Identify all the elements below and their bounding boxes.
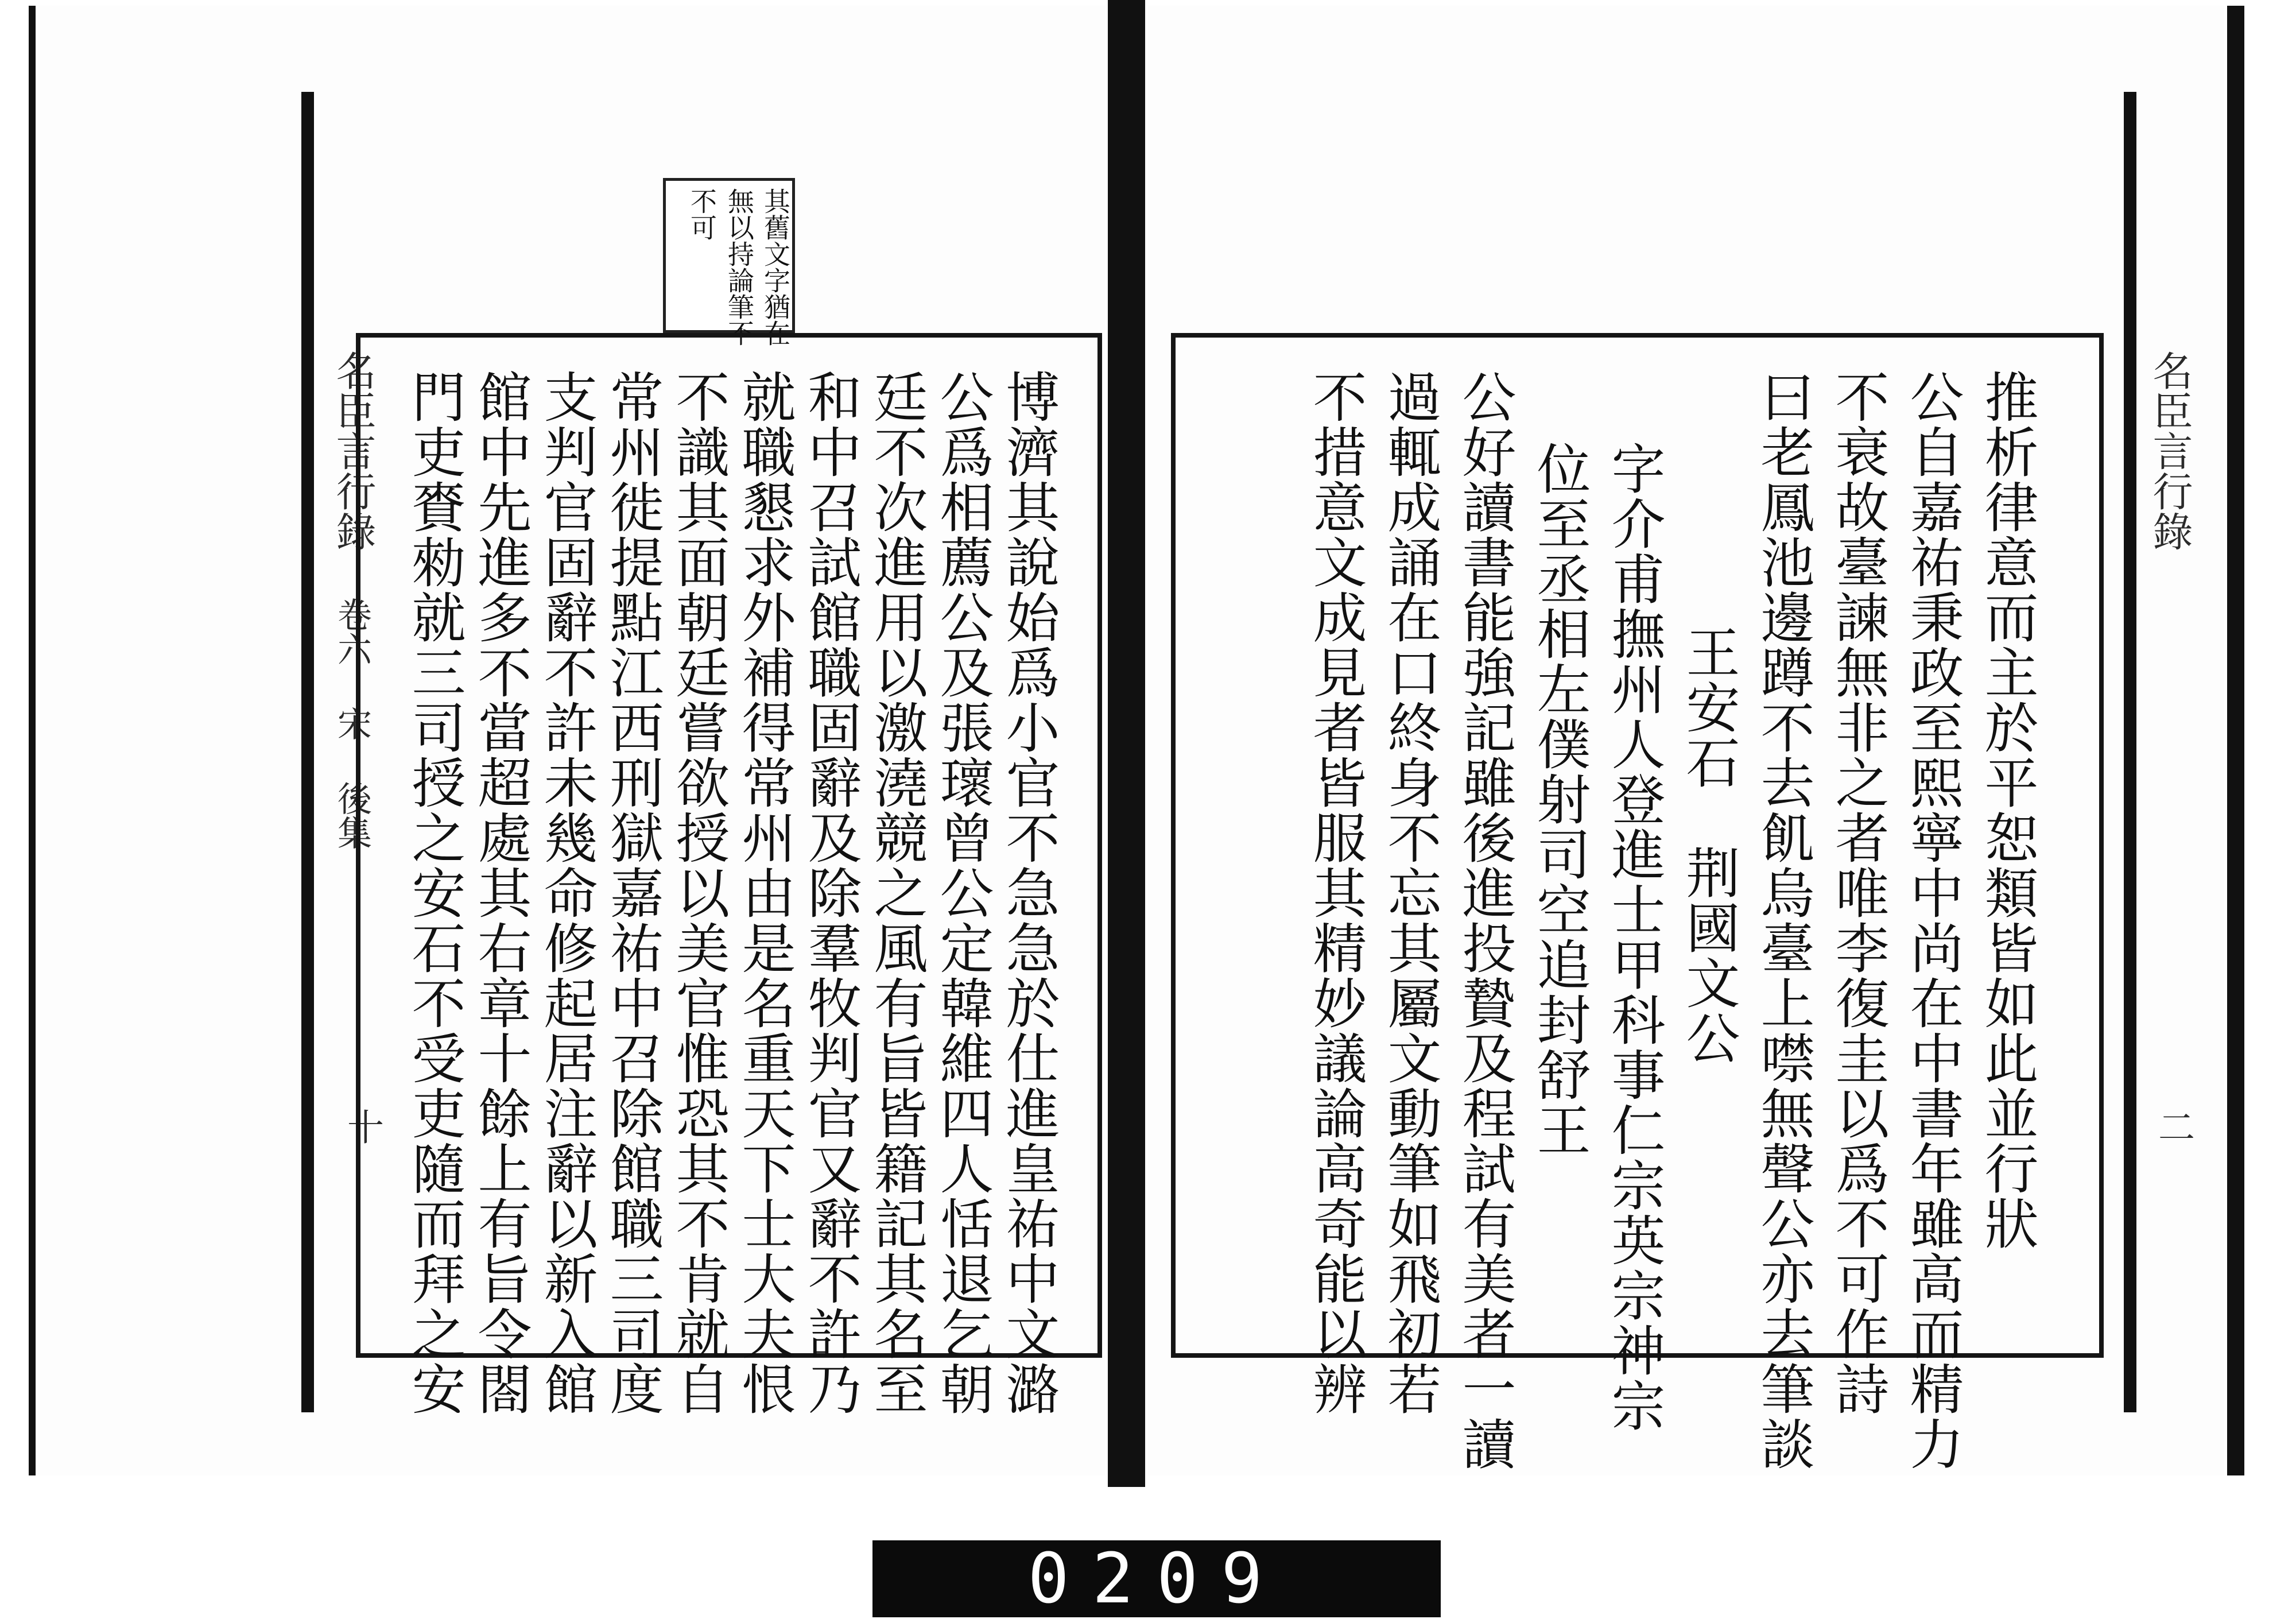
left-page-mark: 十: [341, 1108, 383, 1145]
text-column: 位至丞相左僕射司空追封舒王: [1527, 441, 1590, 1157]
text-column: 廷不次進用以激澆競之風有旨皆籍記其名至: [864, 369, 927, 1416]
right-page-spine-strip: [2124, 92, 2136, 1412]
text-column: 就職懇求外補得常州由是名重天下士大夫恨: [732, 369, 795, 1416]
text-column: 王安石 荆國文公: [1677, 625, 1739, 1066]
text-column: 支判官固辭不許未幾命修起居注辭以新入館: [534, 369, 597, 1416]
annotation-line: 無以持論筆不: [724, 188, 755, 346]
text-column: 公自嘉祐秉政至熙寧中尚在中書年雖高而精力: [1901, 369, 1963, 1471]
annotation-line: 其舊文字猶在: [760, 188, 791, 346]
left-page: [37, 6, 1105, 1475]
text-column: 字介甫撫州人登進士甲科事仁宗英宗神宗: [1602, 441, 1665, 1433]
annotation-line: 不可: [687, 188, 718, 241]
text-column: 公爲相薦公及張瓌曾公定韓維四人恬退乞朝: [930, 369, 993, 1416]
text-column: 曰老鳳池邊蹲不去飢烏臺上噤無聲公亦去筆談: [1751, 369, 1814, 1471]
text-column: 門吏賚勑就三司授之安石不受吏隨而拜之安: [402, 369, 465, 1416]
text-column: 不識其面朝廷嘗欲授以美官惟恐其不肯就自: [666, 369, 729, 1416]
frame-number: 0209: [872, 1540, 1441, 1617]
text-column: 常州徙提點江西刑獄嘉祐中召除館職三司度: [600, 369, 663, 1416]
text-column: 館中先進多不當超處其右章十餘上有旨令閤: [468, 369, 531, 1416]
annotation-slip: [663, 178, 795, 346]
left-page-header: 名臣言行錄: [329, 350, 377, 551]
right-page-mark: 二: [2152, 1108, 2194, 1145]
left-page-spine-strip: [301, 92, 314, 1412]
binding-gutter: [1108, 0, 1145, 1487]
scan-right-edge: [2227, 6, 2244, 1475]
left-text-frame: [356, 333, 1102, 1416]
text-column: 不衰故臺諫無非之者唯李復圭以爲不可作詩: [1826, 369, 1888, 1416]
text-column: 博濟其說始爲小官不急急於仕進皇祐中文潞: [996, 369, 1059, 1416]
right-page-header: 名臣言行錄: [2146, 350, 2193, 551]
microfilm-scan: [29, 0, 2244, 1487]
right-text-frame: [1171, 333, 2104, 1471]
text-column: 和中召試館職固辭及除羣牧判官又辭不許乃: [798, 369, 861, 1416]
right-page: [1148, 6, 2224, 1475]
scan-left-edge: [29, 6, 36, 1475]
text-column: 不措意文成見者皆服其精妙議論高奇能以辨: [1304, 369, 1366, 1416]
text-column: 過輒成誦在口終身不忘其屬文動筆如飛初若: [1378, 369, 1441, 1416]
text-column: 公好讀書能強記雖後進投贄及程試有美者一讀: [1453, 369, 1515, 1471]
text-column: 推析律意而主於平恕類皆如此並行狀: [1975, 369, 2038, 1251]
left-page-header-sub: 卷六 宋 後集: [332, 597, 372, 850]
